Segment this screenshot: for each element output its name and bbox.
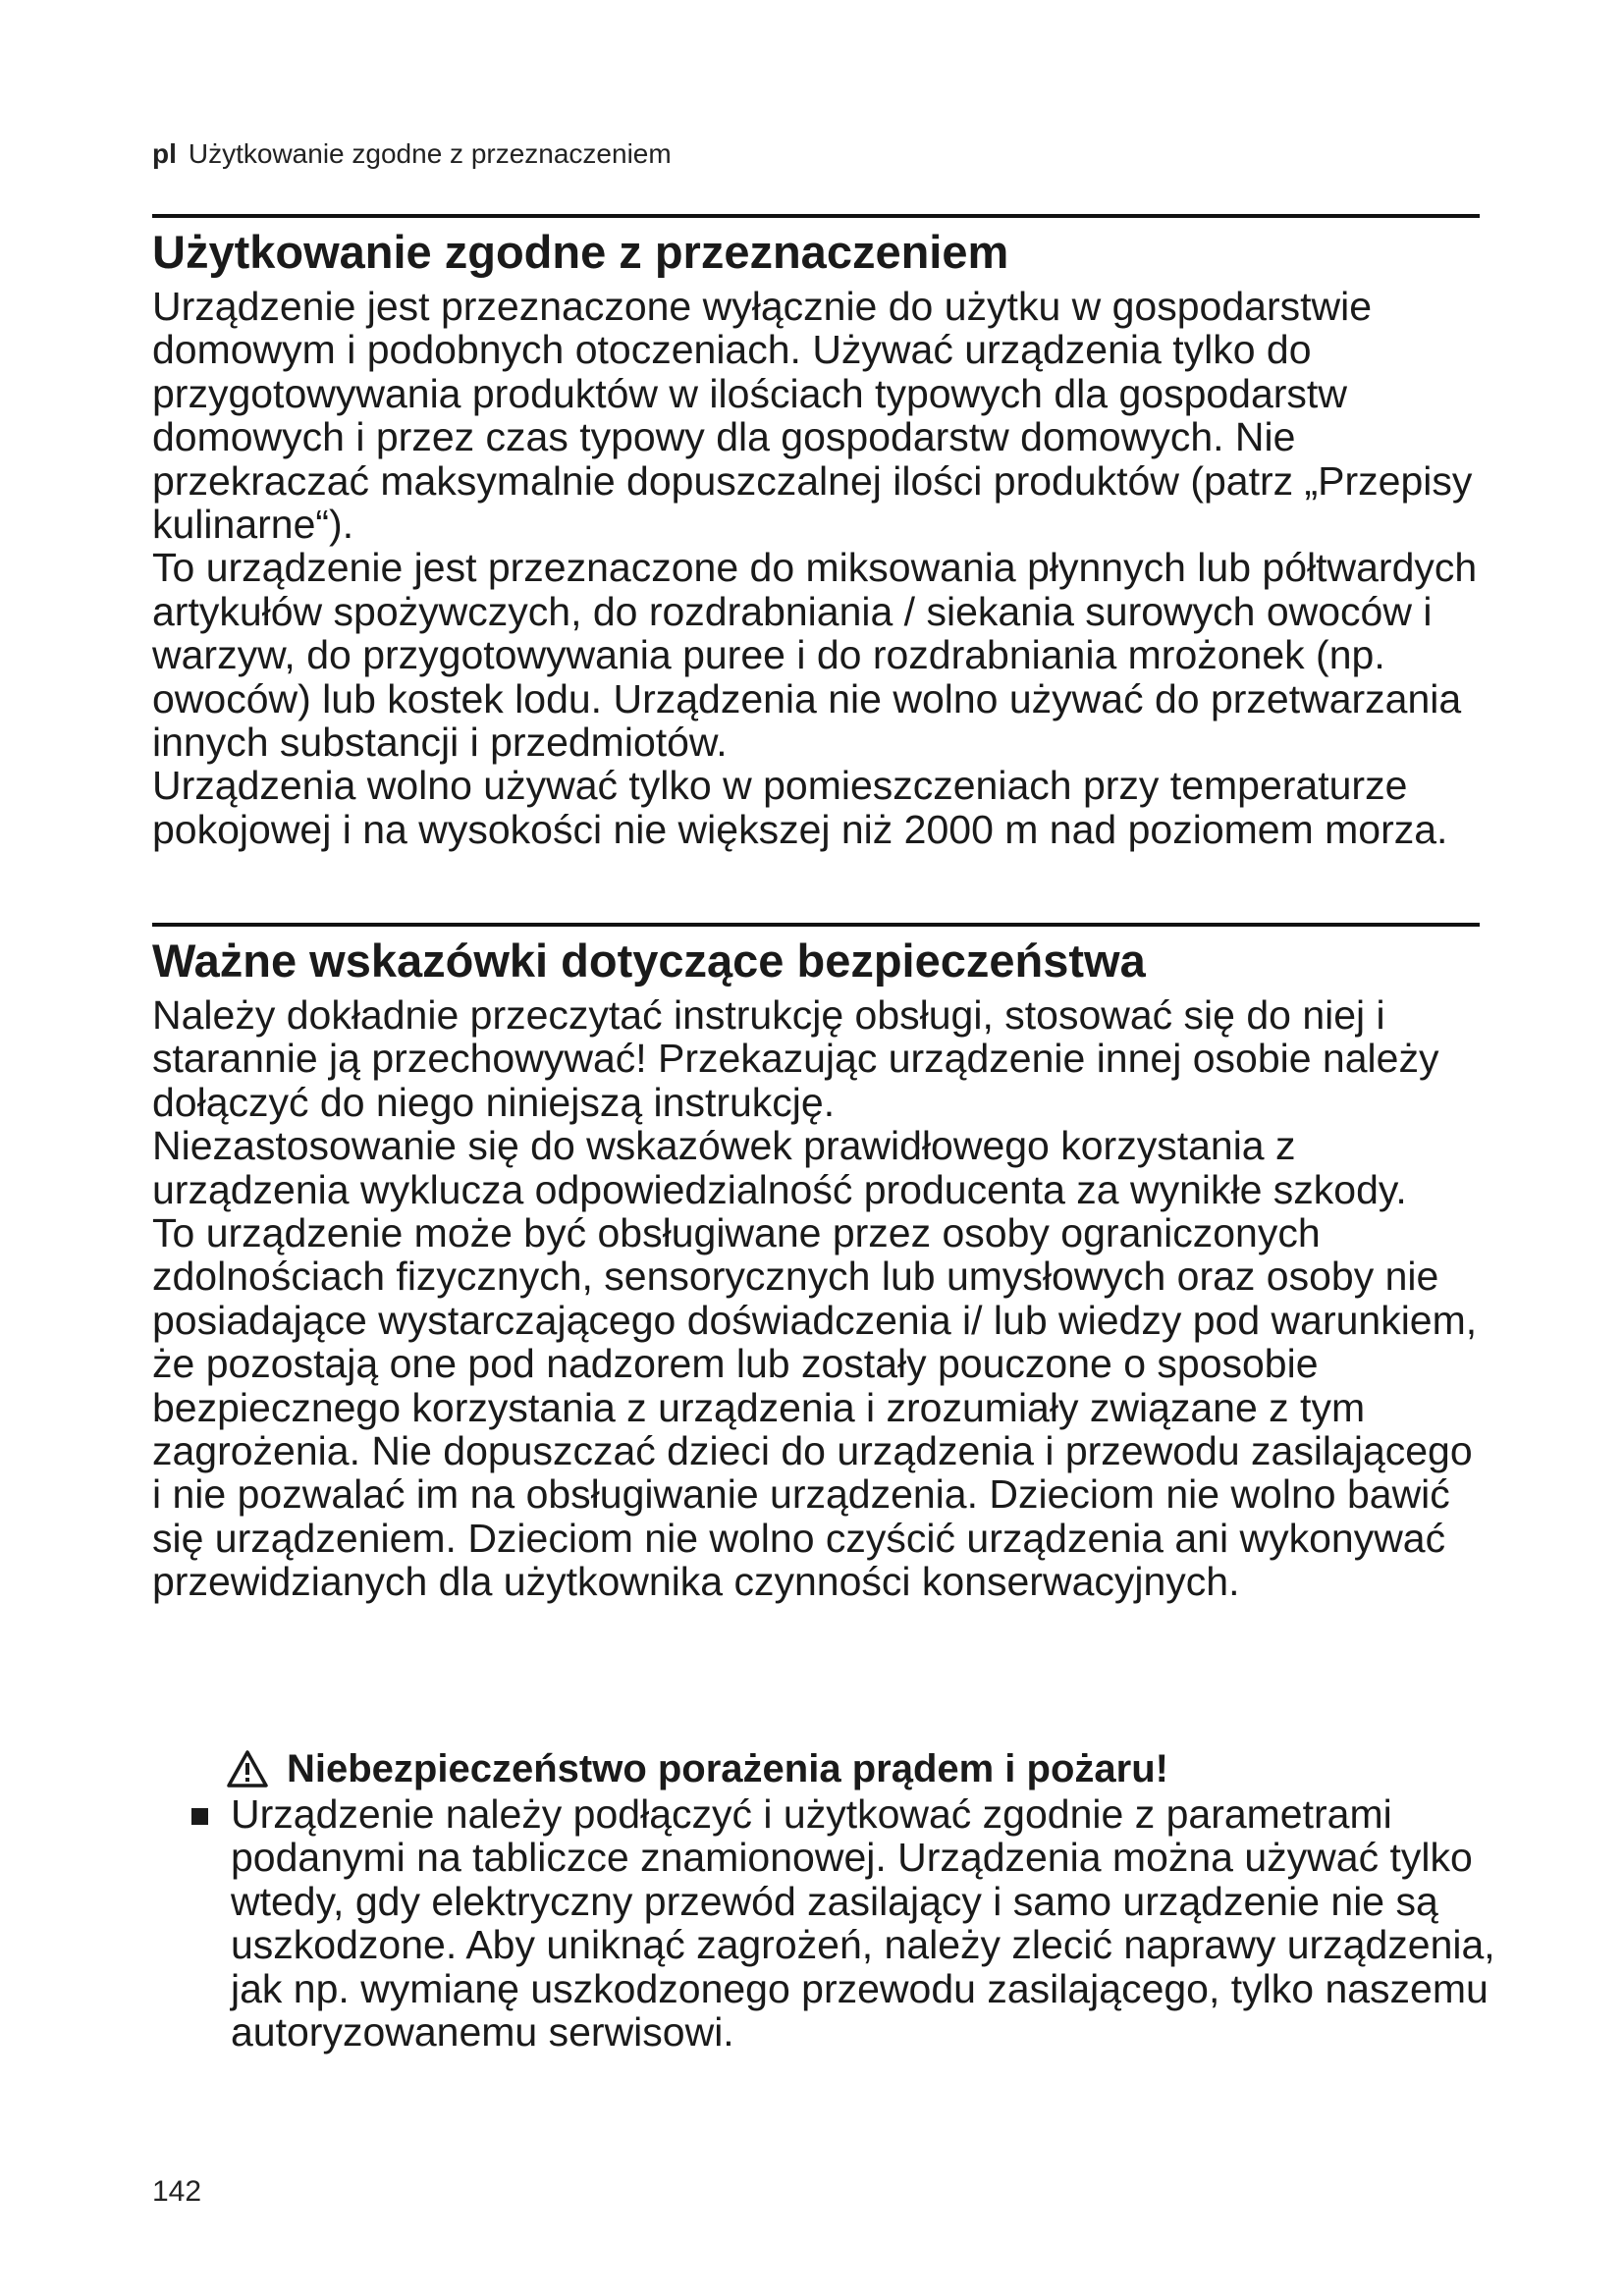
running-header xyxy=(152,137,672,171)
bullet-text: Urządzenie należy podłączyć i użytkować zgodnie z parametrami podanymi na tabliczce znamionowej. Urządzenia można używać tylko wtedy, gdy elektryczny przewód zasilający i samo urządzenie nie są uszkodzone. Aby uniknąć zagrożeń, należy zlecić naprawy urządzenia, jak np. wymianę uszkodzonego przewodu zasilającego, tylko naszemu autoryzowanemu serwisowi. xyxy=(231,1791,1495,2056)
section-divider-1 xyxy=(152,214,1480,218)
paragraph: Urządzenie jest przeznaczone wyłącznie do użytku w gospodarstwie domowym i podobnych otoczeniach. Używać urządzenia tylko do przygotowywania produktów w ilościach typowych dla gospodarstw domowych i przez czas typowy dla gospodarstw domowych. Nie przekraczać maksymalnie dopuszczalnej ilości produktów (patrz „Przepisy kulinarne“). xyxy=(152,284,1473,548)
paragraph: Niezastosowanie się do wskazówek prawidłowego korzystania z urządzenia wyklucza odpowiedzialność producenta za wynikłe szkody. xyxy=(152,1123,1407,1212)
warning-heading-text: Niebezpieczeństwo porażenia prądem i pożaru! xyxy=(287,1747,1168,1790)
section-body-intended-use xyxy=(152,285,1497,851)
section-body-safety xyxy=(152,993,1488,1604)
language-code: pl xyxy=(152,138,177,169)
bullet-square-icon xyxy=(191,1808,208,1825)
warning-triangle-icon xyxy=(226,1749,269,1789)
paragraph: Urządzenia wolno używać tylko w pomieszczeniach przy temperaturze pokojowej i na wysokości nie większej niż 2000 m nad poziomem morza. xyxy=(152,763,1448,852)
section-divider-2 xyxy=(152,923,1480,927)
paragraph: To urządzenie jest przeznaczone do miksowania płynnych lub półtwardych artykułów spożywczych, do rozdrabniania / siekania surowych owoców i warzyw, do przygotowywania puree i do rozdrabniania mrożonek (np. owoców) lub kostek lodu. Urządzenia nie wolno używać do przetwarzania innych substancji i przedmiotów. xyxy=(152,545,1478,766)
warning-heading xyxy=(226,1745,1168,1792)
running-header-title: Użytkowanie zgodne z przeznaczeniem xyxy=(188,138,672,169)
list-item xyxy=(191,1792,1527,2054)
section-title-intended-use: Użytkowanie zgodne z przeznaczeniem xyxy=(152,226,1009,278)
paragraph: Należy dokładnie przeczytać instrukcję obsługi, stosować się do niej i starannie ją przechowywać! Przekazując urządzenie innej osobie należy dołączyć do niego niniejszą instrukcję. xyxy=(152,992,1439,1125)
page-number: 142 xyxy=(152,2175,202,2208)
section-title-safety: Ważne wskazówki dotyczące bezpieczeństwa xyxy=(152,934,1146,987)
paragraph: To urządzenie może być obsługiwane przez osoby ograniczonych zdolnościach fizycznych, sensorycznych lub umysłowych oraz osoby nie posiadające wystarczającego doświadczenia i/ lub wiedzy pod warunkiem, że pozostają one pod nadzorem lub zostały pouczone o sposobie bezpiecznego korzystania z urządzenia i zrozumiały związane z tym zagrożenia. Nie dopuszczać dzieci do urządzenia i przewodu zasilającego i nie pozwalać im na obsługiwanie urządzenia. Dzieciom nie wolno bawić się urządzeniem. Dzieciom nie wolno czyścić urządzenia ani wykonywać przewidzianych dla użytkownika czynności konserwacyjnych. xyxy=(152,1210,1478,1605)
